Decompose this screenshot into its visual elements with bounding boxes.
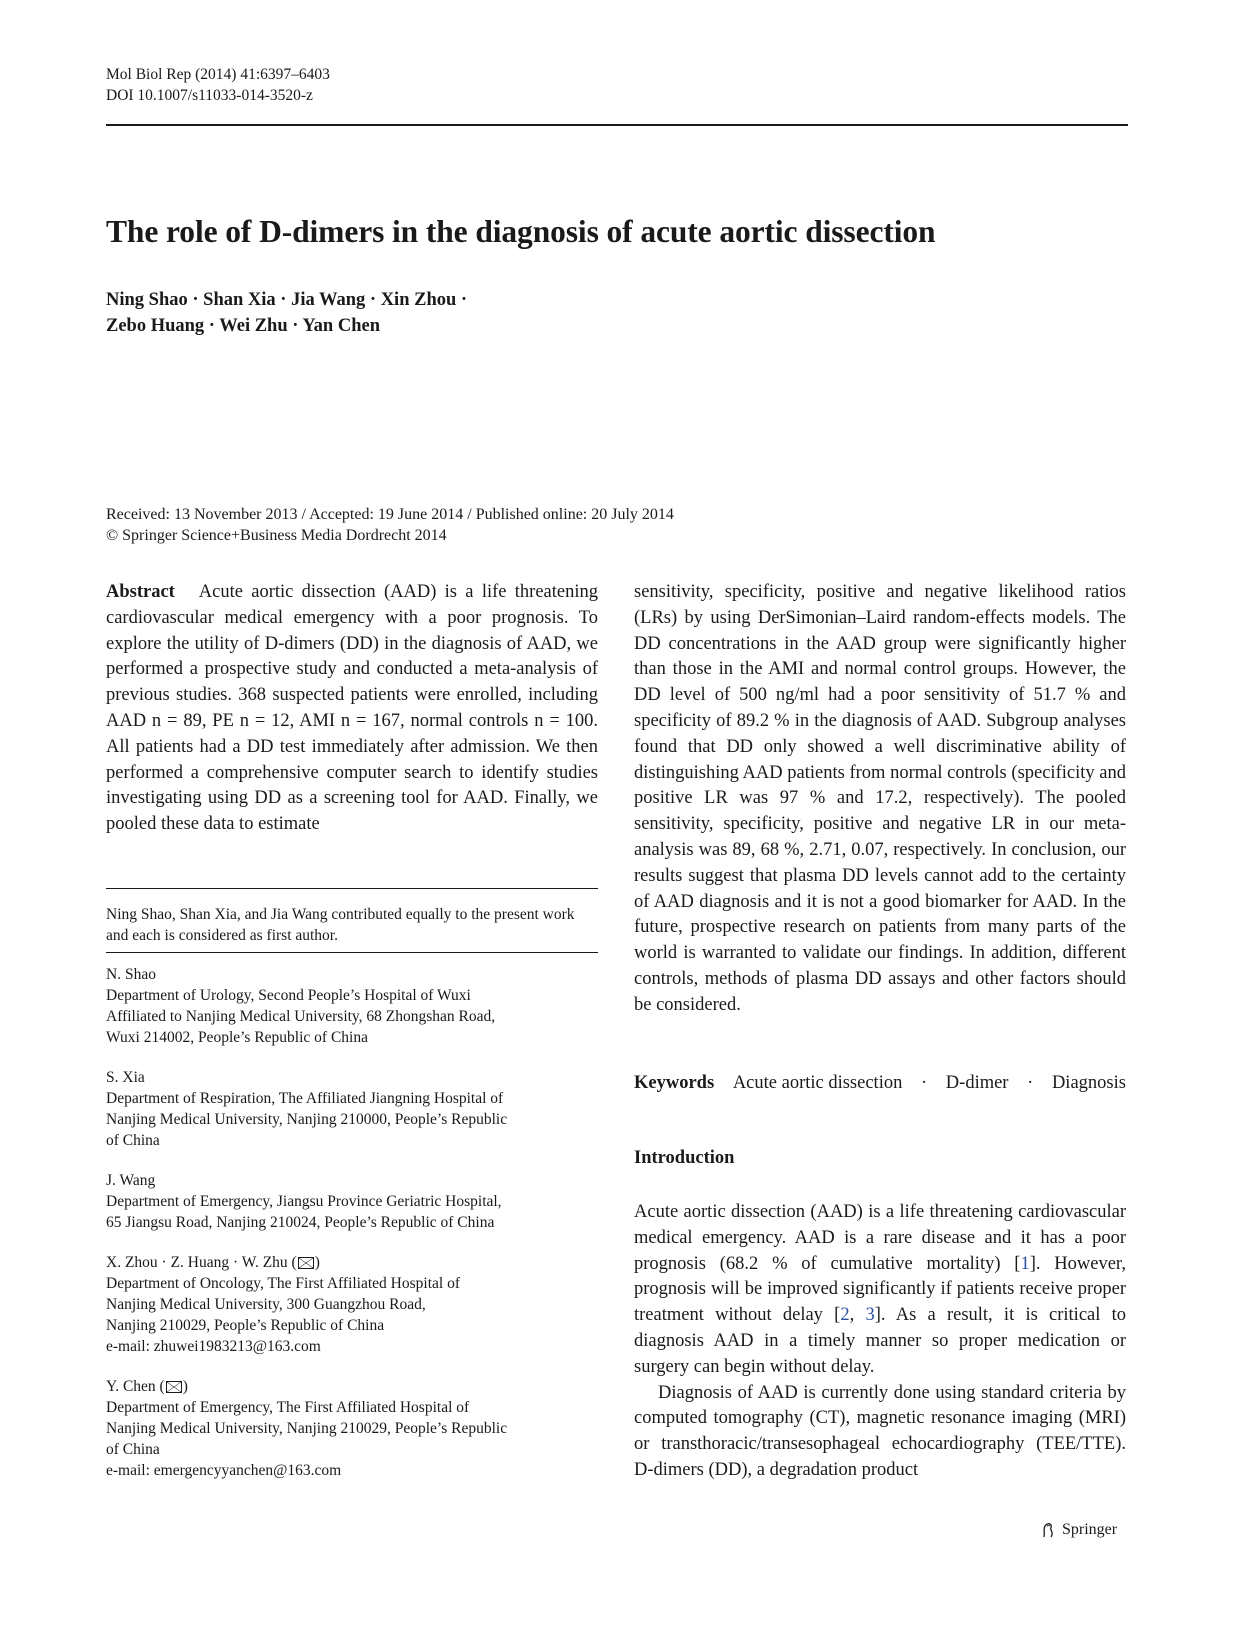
abstract-right-column <box>634 580 1126 1019</box>
publication-history <box>106 504 674 546</box>
keyword-separator: · <box>1027 1073 1034 1093</box>
affiliation-line: Affiliated to Nanjing Medical University, 68 Zhongshan Road, <box>106 1008 496 1025</box>
journal-header <box>106 64 330 106</box>
keyword: Acute aortic dissection <box>732 1073 903 1093</box>
footnote-rule <box>106 888 598 889</box>
email-link[interactable]: e-mail: zhuwei1983213@163.com <box>106 1338 321 1355</box>
affiliation-line: Department of Emergency, The First Affiliated Hospital of <box>106 1399 470 1416</box>
intro-text: ]. As a result, it is critical to diagnosis AAD in a timely manner so proper medication or surgery can begin without delay. <box>634 1305 1127 1377</box>
intro-paragraph-1 <box>634 1200 1126 1381</box>
affiliation-line: Department of Oncology, The First Affiliated Hospital of <box>106 1275 460 1292</box>
keywords-label: Keywords <box>634 1073 715 1093</box>
affiliation-name-close: ) <box>182 1378 188 1395</box>
introduction-body <box>634 1200 1126 1484</box>
affiliation-zhou-huang-zhu <box>106 1252 598 1357</box>
affiliation-name-text: Y. Chen ( <box>106 1378 165 1395</box>
affiliation-name: J. Wang <box>106 1172 156 1189</box>
keyword-separator: · <box>920 1073 928 1093</box>
affiliation-line: Nanjing Medical University, Nanjing 210029, People’s Republic <box>106 1420 508 1437</box>
abstract-left-column <box>106 580 598 838</box>
abstract-label: Abstract <box>106 582 175 602</box>
affiliations-rule <box>106 952 598 953</box>
citation-link[interactable]: 2 <box>840 1305 850 1326</box>
affiliation-name <box>106 1376 598 1397</box>
affiliation-line: Nanjing Medical University, 300 Guangzhou Road, <box>106 1296 426 1313</box>
keywords <box>634 1070 1126 1096</box>
authors-line-2: Zebo Huang · Wei Zhu · Yan Chen <box>106 316 380 336</box>
authors-line-1: Ning Shao · Shan Xia · Jia Wang · Xin Zhou · <box>106 290 468 310</box>
affiliation-line: Department of Respiration, The Affiliated Jiangning Hospital of <box>106 1090 504 1107</box>
journal-citation: Mol Biol Rep (2014) 41:6397–6403 <box>106 66 330 83</box>
affiliation-line: 65 Jiangsu Road, Nanjing 210024, People’s Republic of China <box>106 1214 495 1231</box>
affiliation-name-close: ) <box>314 1254 320 1271</box>
affiliation-name: N. Shao <box>106 966 156 983</box>
doi[interactable]: DOI 10.1007/s11033-014-3520-z <box>106 87 313 104</box>
citation-link[interactable]: 3 <box>865 1305 875 1326</box>
affiliation-line: of China <box>106 1132 160 1149</box>
keyword: D-dimer <box>945 1073 1009 1093</box>
article-title: The role of D-dimers in the diagnosis of acute aortic dissection <box>106 214 936 249</box>
springer-horse-icon <box>1038 1520 1058 1540</box>
envelope-icon[interactable] <box>298 1257 314 1269</box>
keyword: Diagnosis <box>1051 1073 1126 1093</box>
affiliation-name-text: X. Zhou · Z. Huang · W. Zhu ( <box>106 1254 297 1271</box>
copyright: © Springer Science+Business Media Dordrecht 2014 <box>106 527 447 544</box>
affiliation-chen <box>106 1376 598 1481</box>
abstract-text-right: sensitivity, specificity, positive and negative likelihood ratios (LRs) by using DerSimonian–Laird random-effects models. The DD concentrations in the AAD group were significantly higher than those in the AMI and normal control groups. However, the DD level of 500 ng/ml had a poor sensitivity of 51.7 % and specificity of 89.2 % in the diagnosis of AAD. Subgroup analyses found that DD only showed a well discriminative ability of distinguishing AAD patients from normal controls (specificity and positive LR was 97 % and 17.2, respectively). The pooled sensitivity, specificity, positive and negative LR in our meta-analysis was 89, 68 %, 2.71, 0.07, respectively. In conclusion, our results suggest that plasma DD levels cannot add to the certainty of AAD diagnosis and it is not a good biomarker for AAD. In the future, prospective research on patients from many parts of the world is warranted to validate our findings. In addition, different controls, methods of plasma DD assays and other factors should be considered. <box>634 582 1126 1015</box>
affiliation-name: S. Xia <box>106 1069 145 1086</box>
affiliation-xia <box>106 1067 598 1151</box>
affiliation-line: of China <box>106 1441 160 1458</box>
introduction-heading: Introduction <box>634 1148 735 1168</box>
affiliation-wang <box>106 1170 598 1233</box>
header-rule <box>106 124 1128 126</box>
affiliation-shao <box>106 964 598 1048</box>
equal-contribution-note: Ning Shao, Shan Xia, and Jia Wang contributed equally to the present work and each is considered as first author. <box>106 906 575 944</box>
abstract-paragraph <box>106 580 598 838</box>
abstract-text-left: Acute aortic dissection (AAD) is a life threatening cardiovascular medical emergency with a poor prognosis. To explore the utility of D-dimers (DD) in the diagnosis of AAD, we performed a prospective study and conducted a meta-analysis of previous studies. 368 suspected patients were enrolled, including AAD n = 89, PE n = 12, AMI n = 167, normal controls n = 100. All patients had a DD test immediately after admission. We then performed a comprehensive computer search to identify studies investigating using DD as a screening tool for AAD. Finally, we pooled these data to estimate <box>106 582 598 835</box>
affiliation-line: Department of Emergency, Jiangsu Province Geriatric Hospital, <box>106 1193 502 1210</box>
intro-text: ]. However, prognosis will be improved significantly if patients receive proper treatment without delay [ <box>634 1253 1126 1326</box>
author-list <box>106 287 467 339</box>
affiliation-line: Department of Urology, Second People’s Hospital of Wuxi <box>106 987 471 1004</box>
citation-link[interactable]: 1 <box>1020 1253 1030 1274</box>
intro-text: , <box>849 1305 866 1326</box>
affiliation-line: Nanjing Medical University, Nanjing 210000, People’s Republic <box>106 1111 508 1128</box>
email-link[interactable]: e-mail: emergencyyanchen@163.com <box>106 1462 342 1479</box>
intro-text: Acute aortic dissection (AAD) is a life threatening cardiovascular medical emergency. AAD is a rare disease and it has a poor prognosis (68.2 % of cumulative mortality) [ <box>634 1202 1126 1274</box>
affiliation-name <box>106 1252 598 1273</box>
affiliation-line: Nanjing 210029, People’s Republic of China <box>106 1317 385 1334</box>
publisher-name: Springer <box>1062 1521 1118 1538</box>
publisher-footer <box>1038 1520 1117 1540</box>
history-dates: Received: 13 November 2013 / Accepted: 19 June 2014 / Published online: 20 July 2014 <box>106 506 674 523</box>
affiliation-line: Wuxi 214002, People’s Republic of China <box>106 1029 368 1046</box>
envelope-icon[interactable] <box>166 1381 182 1393</box>
intro-paragraph-2: Diagnosis of AAD is currently done using standard criteria by computed tomography (CT), magnetic resonance imaging (MRI) or transthoracic/transesophageal echocardiography (TEE/TTE). D-dimers (DD), a degradation product <box>634 1382 1126 1480</box>
